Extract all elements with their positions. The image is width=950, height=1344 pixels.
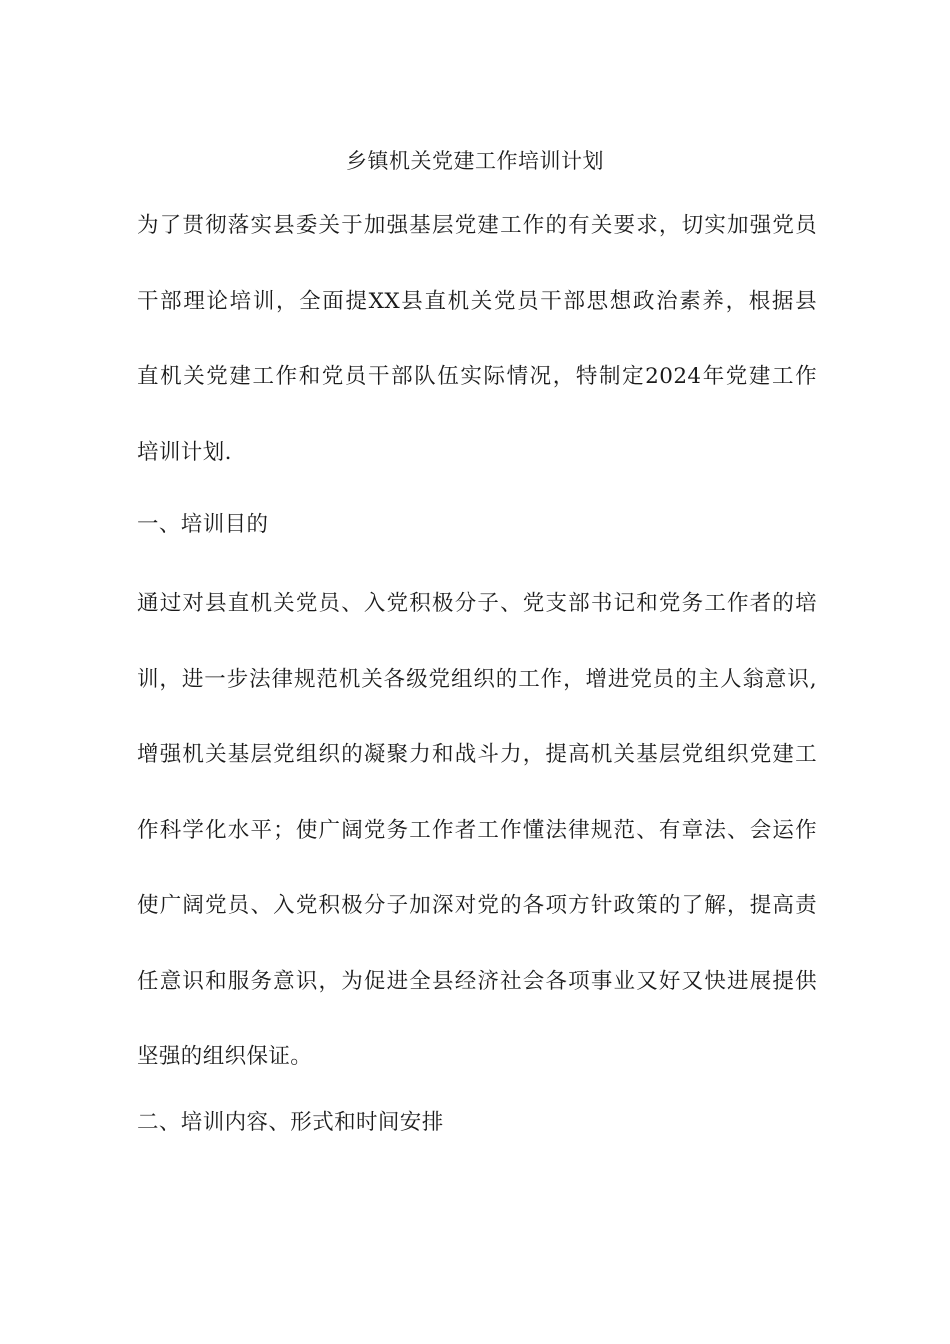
- purpose-line: 作科学化水平；使广阔党务工作者工作懂法律规范、有章法、会运作: [137, 817, 817, 843]
- section-heading-content: 二、培训内容、形式和时间安排: [137, 1110, 444, 1135]
- intro-line: 培训计划.: [137, 439, 232, 465]
- intro-line: 为了贯彻落实县委关于加强基层党建工作的有关要求，切实加强党员: [137, 213, 817, 238]
- purpose-line: 增强机关基层党组织的凝聚力和战斗力，提高机关基层党组织党建工: [137, 742, 817, 767]
- purpose-line: 坚强的组织保证。: [137, 1044, 313, 1069]
- purpose-line: 训，进一步法律规范机关各级党组织的工作，增进党员的主人翁意识,: [137, 666, 817, 692]
- purpose-line: 通过对县直机关党员、入党积极分子、党支部书记和党务工作者的培: [137, 591, 817, 616]
- purpose-paragraph: [137, 566, 817, 1095]
- intro-paragraph: [137, 188, 817, 490]
- purpose-line: 任意识和服务意识，为促进全县经济社会各项事业又好又快进展提供: [137, 968, 817, 994]
- purpose-line: 使广阔党员、入党积极分子加深对党的各项方针政策的了解，提高责: [137, 893, 817, 918]
- intro-line: 直机关党建工作和党员干部队伍实际情况，特制定2024年党建工作: [137, 364, 817, 389]
- section-heading-purpose: 一、培训目的: [137, 512, 269, 537]
- intro-line: 干部理论培训，全面提XX县直机关党员干部思想政治素养，根据县: [137, 288, 817, 314]
- document-title: 乡镇机关党建工作培训计划: [346, 149, 604, 173]
